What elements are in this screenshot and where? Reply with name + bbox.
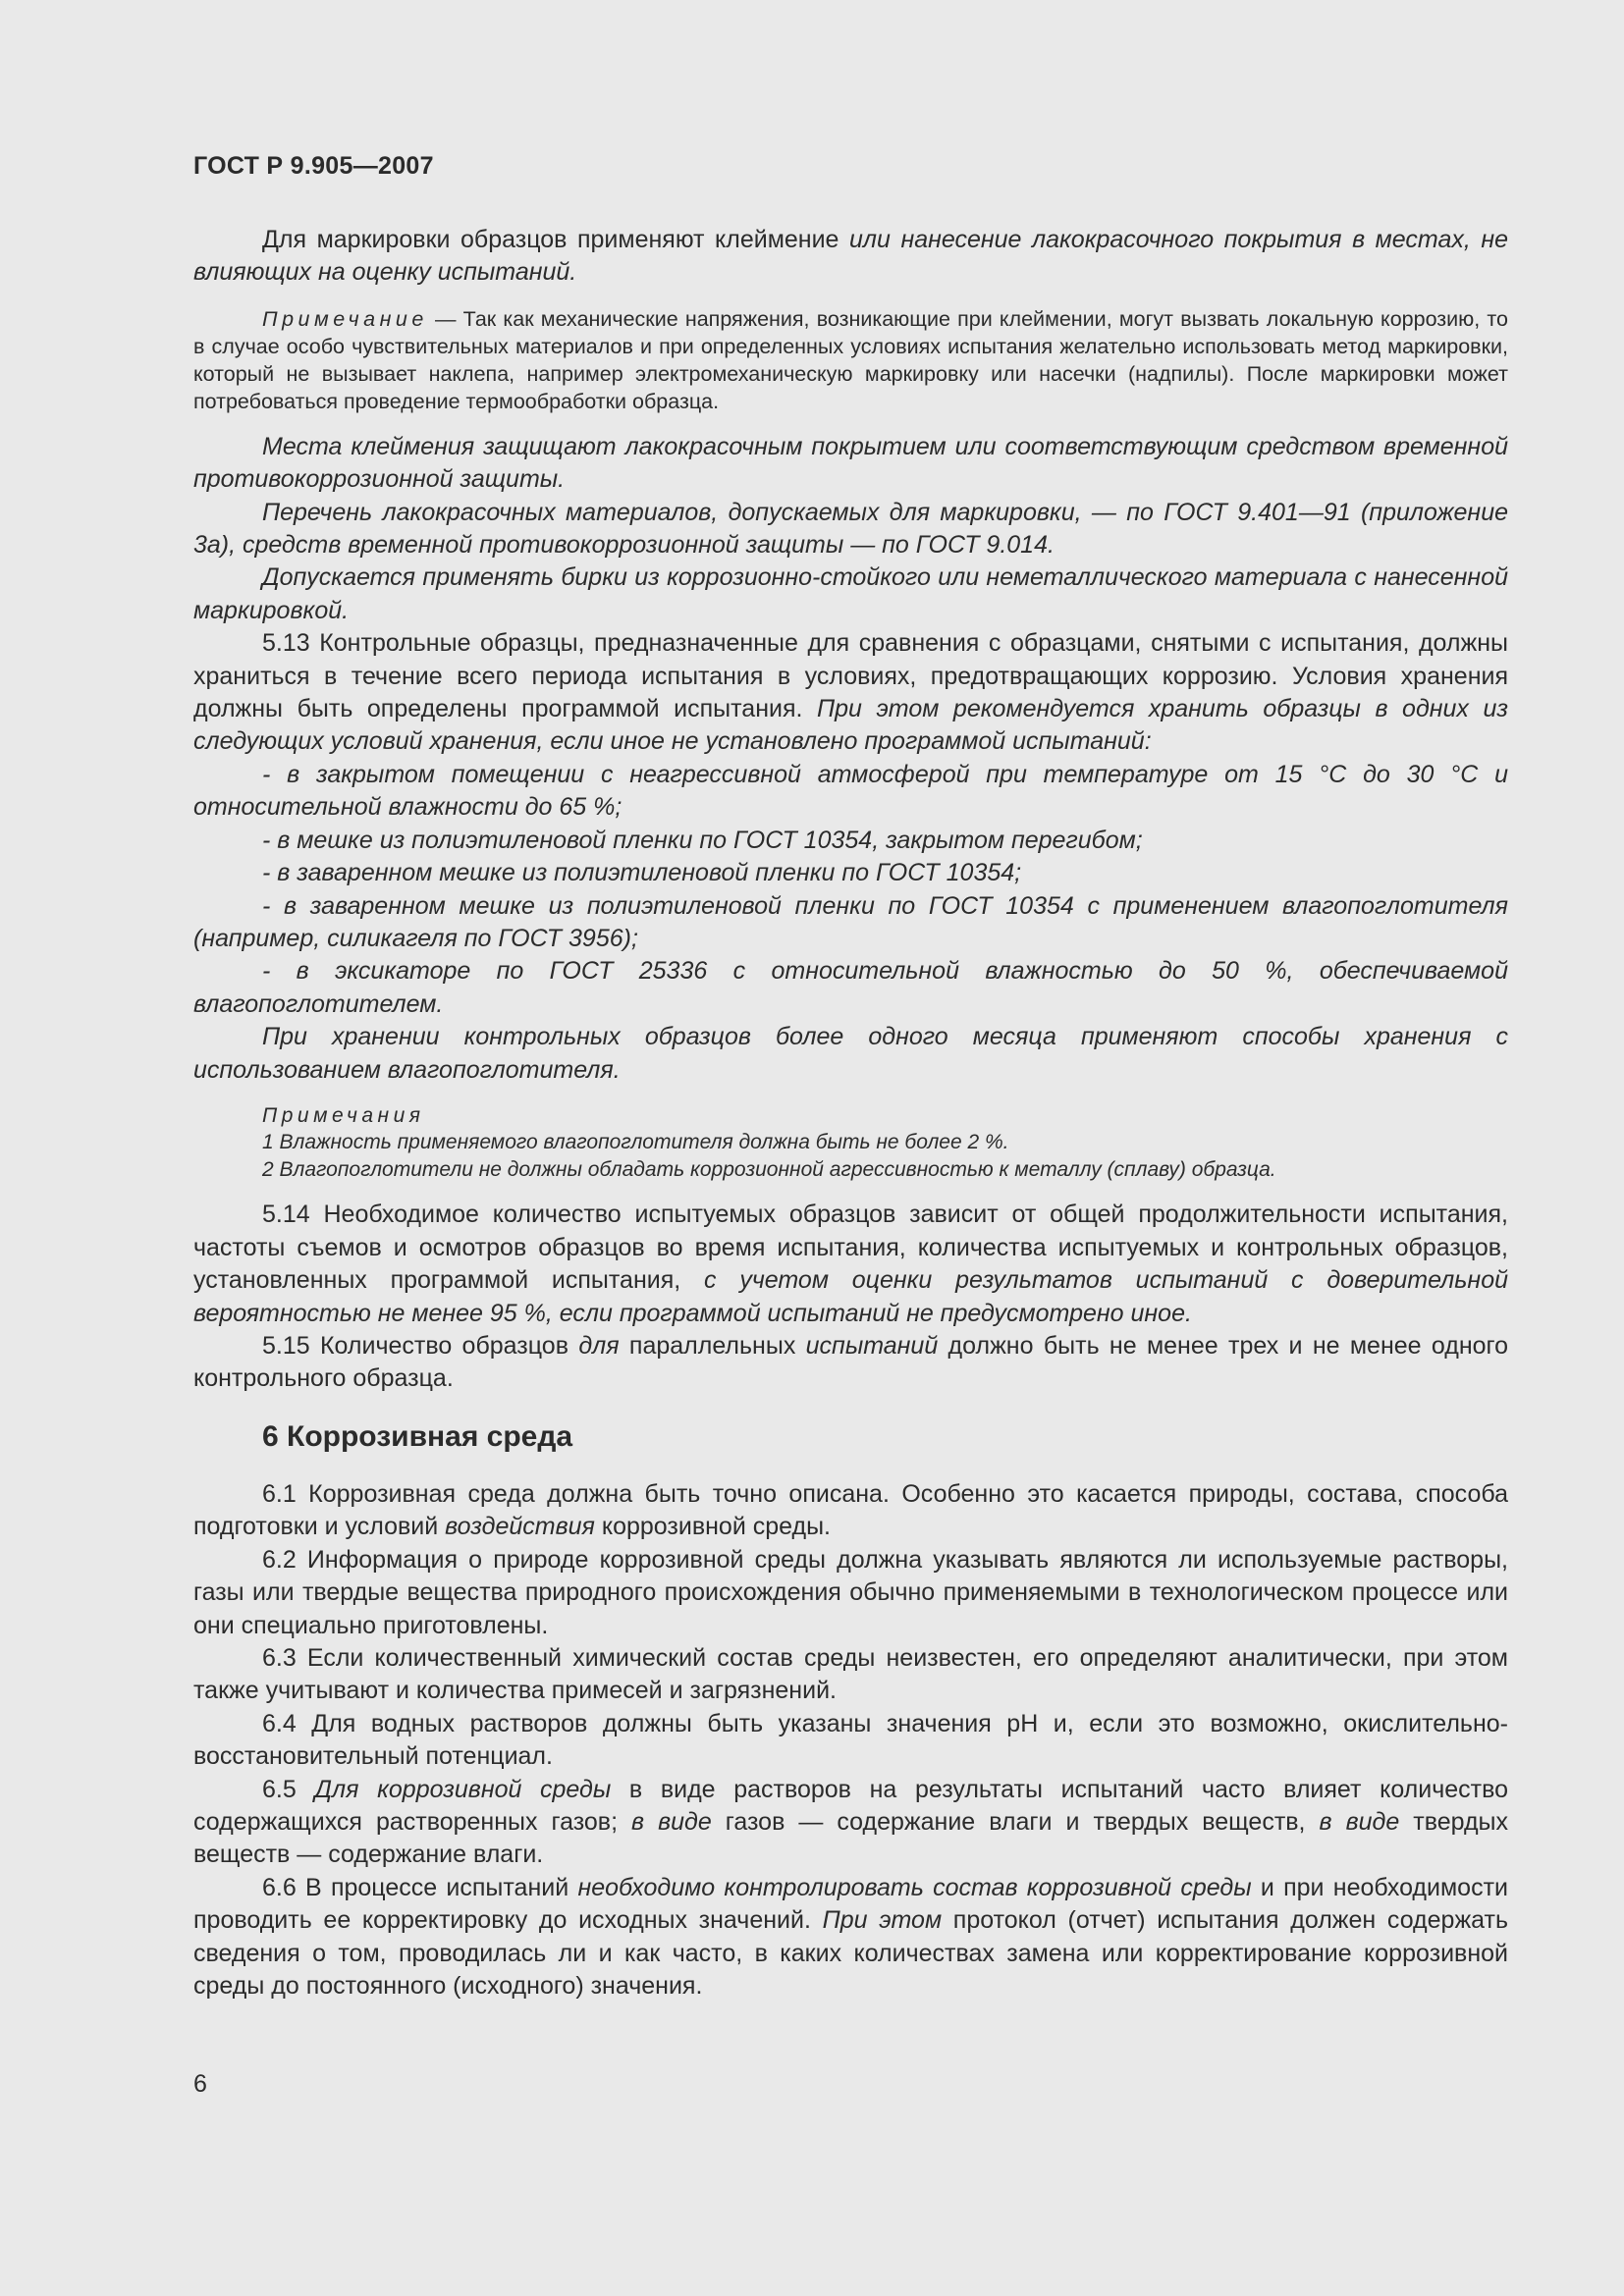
clause-6-2: 6.2 Информация о природе коррозивной среды должна указывать являются ли используемые растворы, газы или твердые вещества природного происхождения обычно применяемыми в технологическом процессе или они специально приготовлены. xyxy=(193,1545,1508,1639)
paragraph-marking: Для маркировки образцов применяют клеймение или нанесение лакокрасочного покрытия в местах, не влияющих на оценку испытаний. xyxy=(193,226,1508,287)
list-item: - в заваренном мешке из полиэтиленовой пленки по ГОСТ 10354 с применением влагопоглотителя (например, силикагеля по ГОСТ 3956); xyxy=(193,891,1508,952)
page-header: ГОСТ Р 9.905—2007 xyxy=(193,152,434,180)
notes-block xyxy=(193,1102,1508,1184)
note-marking: Примечание — Так как механические напряжения, возникающие при клеймении, могут вызвать локальную коррозию, то в случае особо чувствительных материалов и при определенных условиях испытания желательно использовать метод маркировки, который не вызывает наклепа, например электромеханическую маркировку или насечки (надпилы). После маркировки может потребоваться проведение термообработки образца. xyxy=(193,306,1508,413)
list-item: - в эксикаторе по ГОСТ 25336 с относительной влажностью до 50 %, обеспечиваемой влагопоглотителем. xyxy=(193,957,1508,1018)
clause-6-1: 6.1 Коррозивная среда должна быть точно описана. Особенно это касается природы, состава, способа подготовки и условий воздействия коррозивной среды. xyxy=(193,1479,1508,1541)
page-content xyxy=(193,224,1508,2002)
clause-6-4: 6.4 Для водных растворов должны быть указаны значения рН и, если это возможно, окислительно-восстановительный потенциал. xyxy=(193,1709,1508,1771)
note-item: 1 Влажность применяемого влагопоглотителя должна быть не более 2 %. xyxy=(262,1131,1009,1154)
paragraph-tags: Допускается применять бирки из коррозионно-стойкого или неметаллического материала с нанесенной маркировкой. xyxy=(193,563,1508,624)
clause-6-6: 6.6 В процессе испытаний необходимо контролировать состав коррозивной среды и при необходимости проводить ее корректировку до исходных значений. При этом протокол (отчет) испытания должен содержать сведения о том, проводилась ли и как часто, в каких количествах замена или корректирование коррозивной среды до постоянного (исходного) значения. xyxy=(193,1873,1508,2000)
page-number: 6 xyxy=(193,2070,207,2098)
clause-5-13: 5.13 Контрольные образцы, предназначенные для сравнения с образцами, снятыми с испытания, должны храниться в течение всего периода испытания в условиях, предотвращающих коррозию. Условия хранения должны быть определены программой испытания. При этом рекомендуется хранить образцы в одних из следующих условий хранения, если иное не установлено программой испытаний: xyxy=(193,629,1509,756)
paragraph-paint-list: Перечень лакокрасочных материалов, допускаемых для маркировки, — по ГОСТ 9.401—91 (приложение 3а), средств временной противокоррозионной защиты — по ГОСТ 9.014. xyxy=(193,498,1508,560)
clause-5-15: 5.15 Количество образцов для параллельных испытаний должно быть не менее трех и не менее одного контрольного образца. xyxy=(193,1332,1509,1393)
note-item: 2 Влагопоглотители не должны обладать коррозионной агрессивностью к металлу (сплаву) образца. xyxy=(262,1157,1276,1181)
notes-label: Примечания xyxy=(262,1103,425,1127)
clause-6-3: 6.3 Если количественный химический состав среды неизвестен, его определяют аналитически, при этом также учитывают и количества примесей и загрязнений. xyxy=(193,1643,1508,1705)
list-item: - в мешке из полиэтиленовой пленки по ГОСТ 10354, закрытом перегибом; xyxy=(262,826,1143,854)
list-item: - в заваренном мешке из полиэтиленовой пленки по ГОСТ 10354; xyxy=(262,859,1022,887)
paragraph-stamp-protection: Места клеймения защищают лакокрасочным покрытием или соответствующим средством временной противокоррозионной защиты. xyxy=(193,432,1508,494)
clause-6-5: 6.5 Для коррозивной среды в виде растворов на результаты испытаний часто влияет количество содержащихся растворенных газов; в виде газов — содержание влаги и твердых веществ, в виде твердых веществ — содержание влаги. xyxy=(193,1775,1509,1869)
list-item: - в закрытом помещении с неагрессивной атмосферой при температуре от 15 °С до 30 °С и относительной влажности до 65 %; xyxy=(193,760,1508,822)
clause-5-14: 5.14 Необходимое количество испытуемых образцов зависит от общей продолжительности испытания, частоты съемов и осмотров образцов во время испытания, количества испытуемых и контрольных образцов, установленных программой испытания, с учетом оценки результатов испытаний с доверительной вероятностью не менее 95 %, если программой испытаний не предусмотрено иное. xyxy=(193,1201,1508,1327)
paragraph-long-storage: При хранении контрольных образцов более одного месяца применяют способы хранения с использованием влагопоглотителя. xyxy=(193,1023,1508,1084)
section-6-heading: 6 Коррозивная среда xyxy=(262,1419,573,1453)
